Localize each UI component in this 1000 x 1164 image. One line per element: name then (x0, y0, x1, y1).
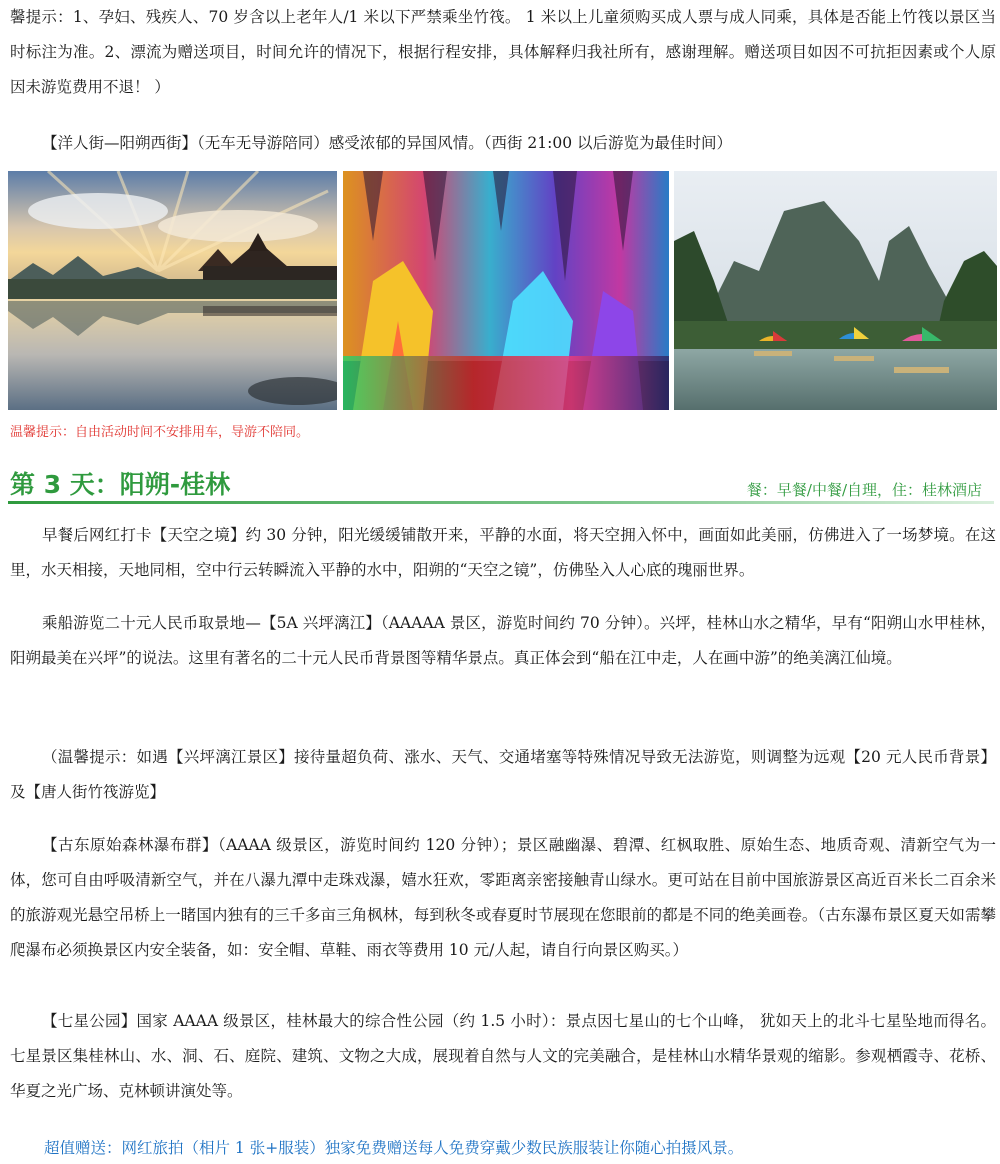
day-3-header (8, 466, 994, 504)
paragraph-seven-star-park: 【七星公园】国家 AAAA 级景区，桂林最大的综合性公园（约 1.5 小时）：景点因七星山的七个山峰， 犹如天上的北斗七星坠地而得名。七星景区集桂林山、水、洞、石、庭院、建筑、文物之大成，展现着自然与人文的完美融合，是桂林山水精华景观的缩影。参观栖霞寺、花桥、华夏之光广场、克林顿讲演处等。 (10, 1012, 996, 1100)
header-divider (8, 501, 994, 504)
paragraph-sky-mirror: 早餐后网红打卡【天空之境】约 30 分钟，阳光缓缓铺散开来，平静的水面，将天空拥入怀中，画面如此美丽，仿佛进入了一场梦境。在这里，水天相接，天地同相，空中行云转瞬流入平静的水中，阳朔的“天空之镜”，仿佛坠入人心底的瑰丽世界。 (10, 526, 996, 579)
day-meals-hotel: 餐：早餐/中餐/自理，住：桂林酒店 (746, 481, 982, 499)
day-title: 第 3 天：阳朔-桂林 (10, 470, 231, 499)
paragraph-xingping-lijiang: 乘船游览二十元人民币取景地—【5A 兴坪漓江】（AAAAA 景区，游览时间约 70 分钟）。兴坪，桂林山水之精华，早有“阳朔山水甲桂林，阳朔最美在兴坪”的说法。这里有著名的二十元人民币背景图等精华景点。真正体会到“船在江中走，人在画中游”的绝美漓江仙境。 (10, 614, 996, 667)
paragraph-gudong-waterfall: 【古东原始森林瀑布群】（AAAA 级景区，游览时间约 120 分钟）；景区融幽瀑、碧潭、红枫取胜、原始生态、地质奇观、清新空气为一体，您可自由呼吸清新空气，并在八瀑九潭中走珠戏瀑，嬉水狂欢，零距离亲密接触青山绿水。更可站在目前中国旅游景区高近百米长二百余米的旅游观光悬空吊桥上一睹国内独有的三千多亩三角枫林，每到秋冬或春夏时节展现在您眼前的都是不同的绝美画卷。（古东瀑布景区夏天如需攀爬瀑布必须换景区内安全装备，如：安全帽、草鞋、雨衣等费用 10 元/人起，请自行向景区购买。） (10, 836, 996, 959)
illuminated-karst-cave-photo (343, 171, 669, 410)
free-time-notice: 温馨提示：自由活动时间不安排用车，导游不陪同。 (10, 425, 310, 440)
photo-row (8, 171, 997, 410)
covered-bridge-sunset-photo (8, 171, 337, 410)
bonus-gift-line: 超值赠送：网红旅拍（相片 1 张+服装）独家免费赠送每人免费穿戴少数民族服装让你随心拍摄风景。 (44, 1139, 744, 1157)
paragraph-lijiang-notice: （温馨提示：如遇【兴坪漓江景区】接待量超负荷、涨水、天气、交通堵塞等特殊情况导致无法游览，则调整为远观【20 元人民币背景】及【唐人街竹筏游览】 (10, 748, 996, 801)
notice-top: 馨提示：1、孕妇、残疾人、70 岁含以上老年人/1 米以下严禁乘坐竹筏。 1 米以上儿童须购买成人票与成人同乘，具体是否能上竹筏以景区当时标注为准。2、漂流为赠送项目，时间允许的情况下，根据行程安排，具体解释归我社所有，感谢理解。赠送项目如因不可抗拒因素或个人原因未游览费用不退！ ） (10, 8, 996, 96)
street-line: 【洋人街—阳朔西街】（无车无导游陪同）感受浓郁的异国风情。（西街 21:00 以后游览为最佳时间） (42, 134, 733, 152)
bamboo-raft-river-photo (674, 171, 997, 410)
